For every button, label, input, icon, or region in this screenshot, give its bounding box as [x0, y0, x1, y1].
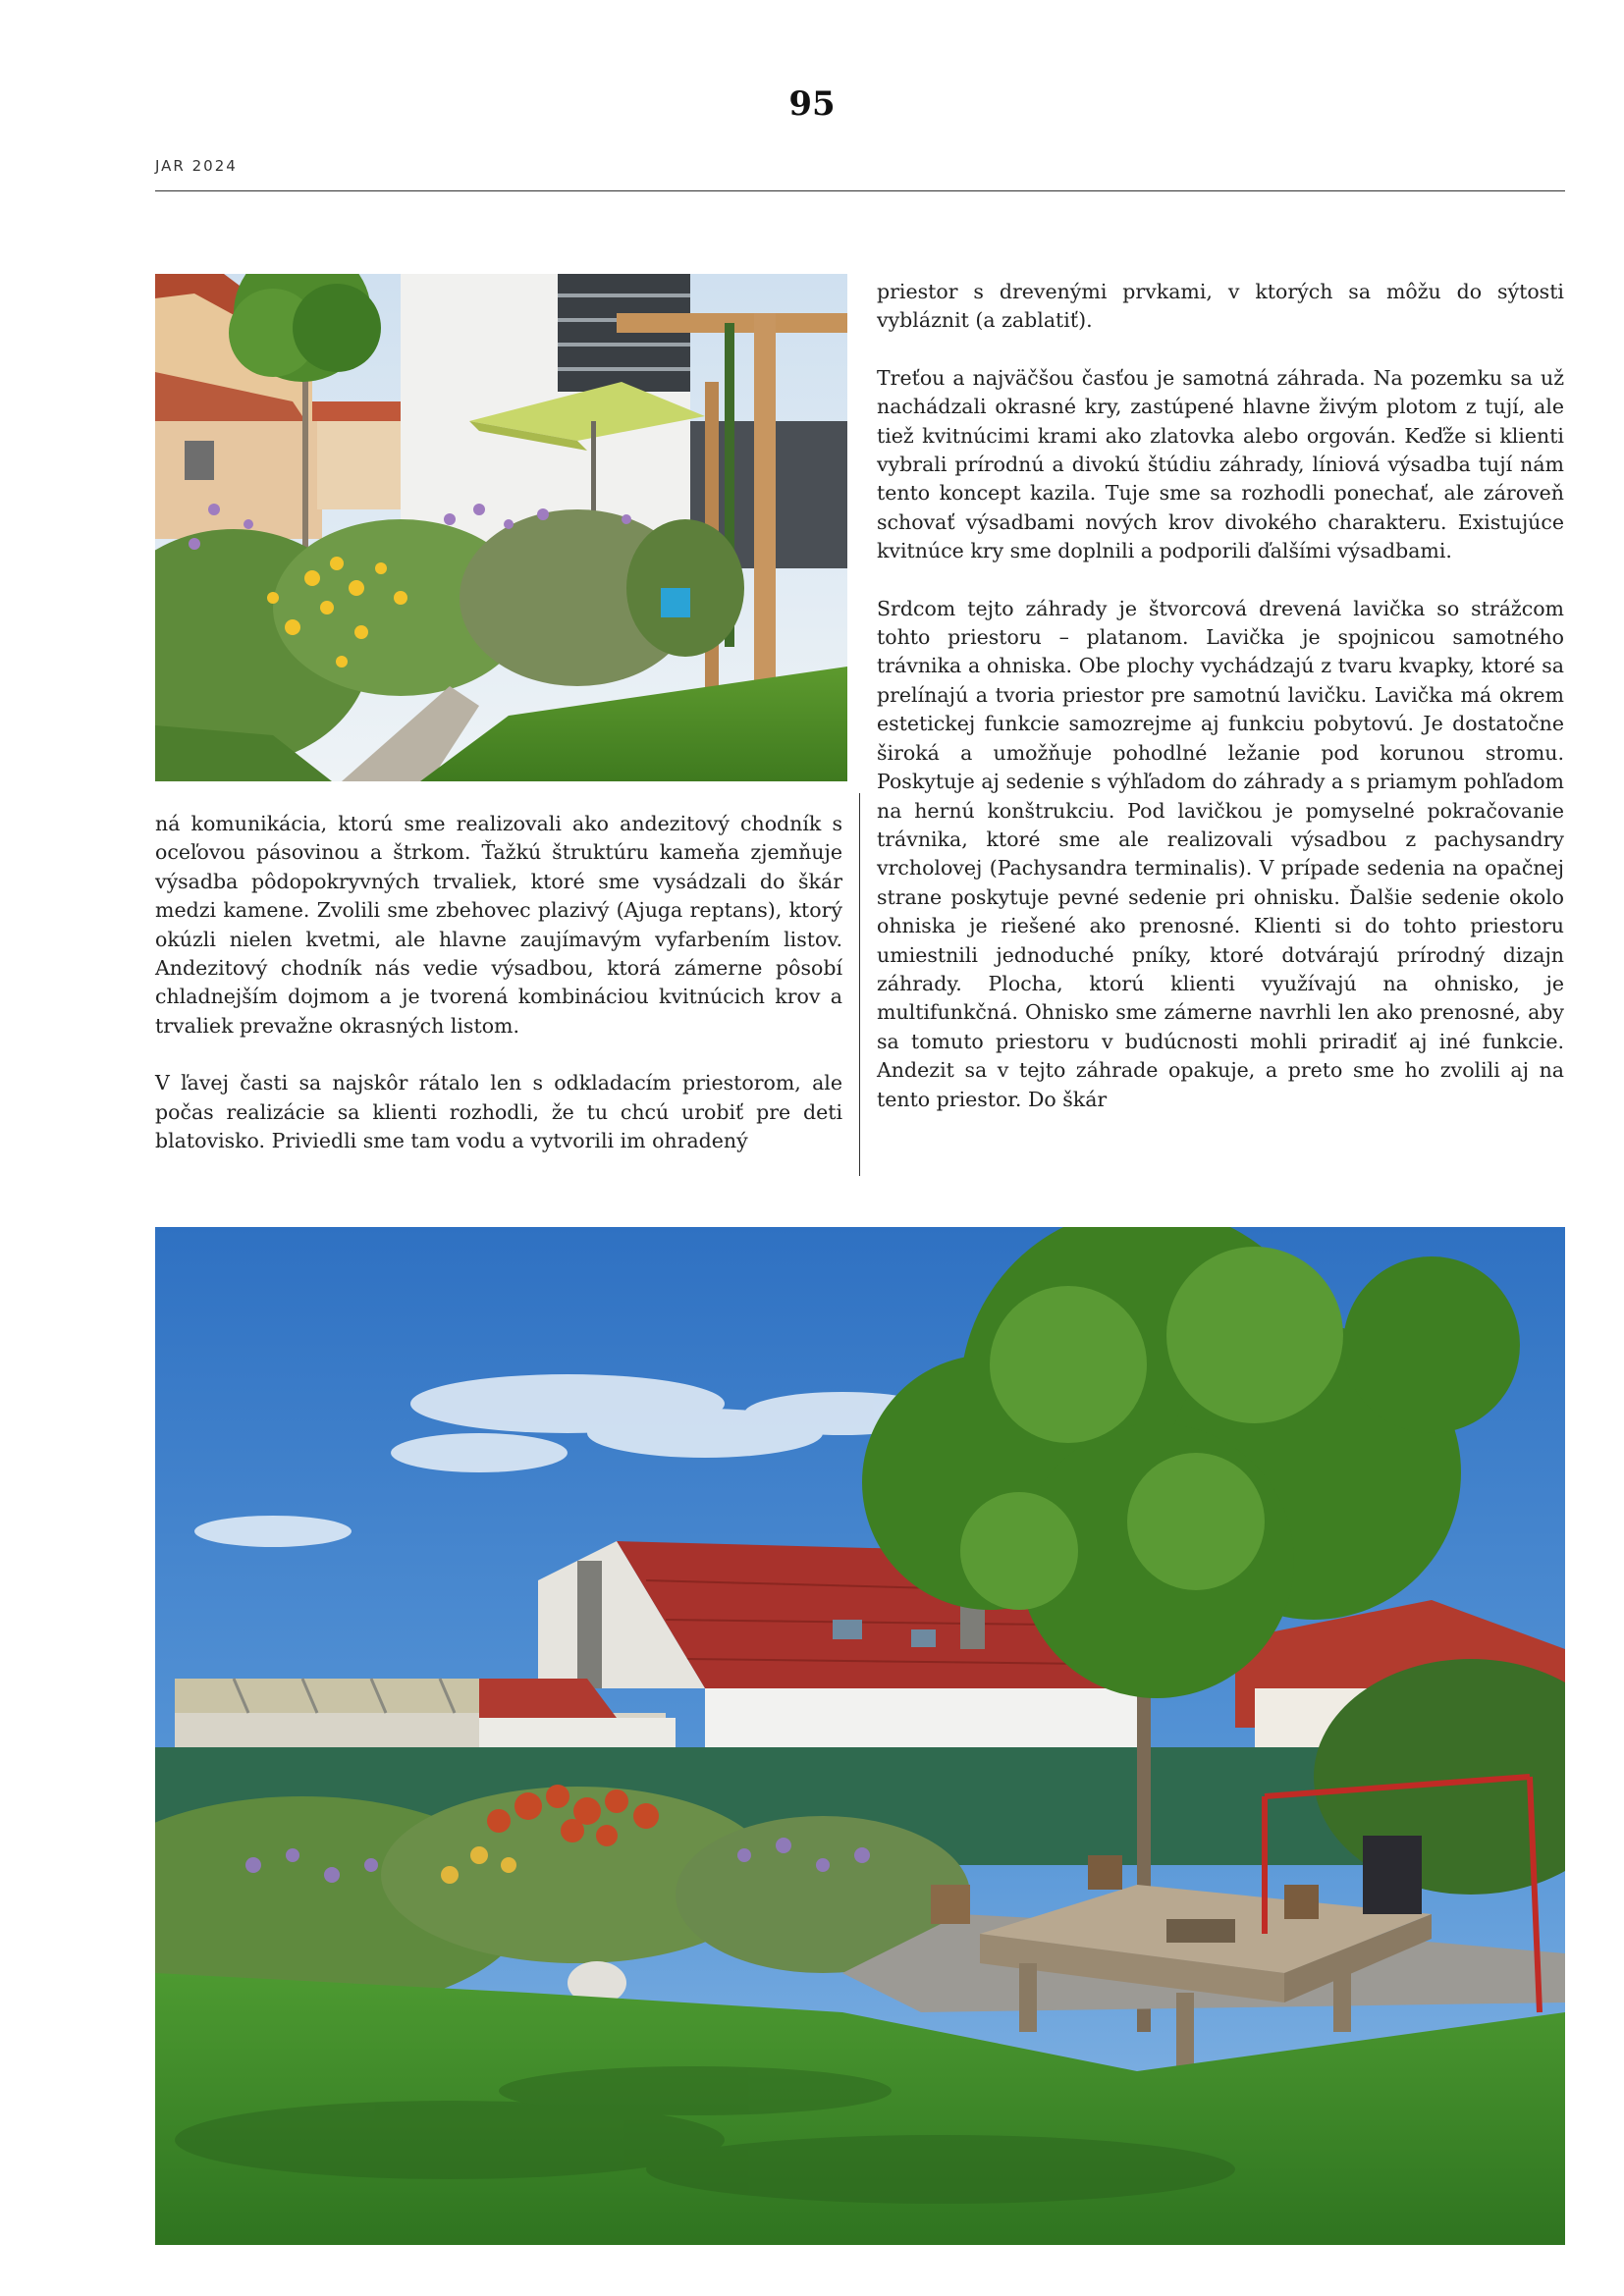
page-number: 95: [788, 84, 836, 124]
right-paragraph: priestor s drevenými prvkami, v ktorých sa môžu do sýtosti vybláznit (a zablatiť).: [877, 280, 1564, 333]
left-column-text: [155, 810, 842, 1155]
garden-bench-photo: [155, 1227, 1565, 2245]
right-column-text: [877, 278, 1564, 1114]
column-divider: [859, 793, 860, 1176]
left-paragraph: V ľavej časti sa najskôr rátalo len s odkladacím priestorom, ale počas realizácie sa klienti rozhodli, že tu chcú urobiť pre deti blatovisko. Priviedli sme tam vodu a vytvorili im ohradený: [155, 1071, 842, 1153]
right-paragraph: Treťou a najväčšou časťou je samotná záhrada. Na pozemku sa už nachádzali okrasné kry, zastúpené hlavne živým plotom z tují, ale tiež kvitnúcimi krami ako zlatovka alebo orgován. Keďže si klienti vybrali prírodnú a divokú štúdiu záhrady, líniová výsadba tují nám tento koncept kazila. Tuje sme sa rozhodli ponechať, ale zároveň schovať výsadbami nových krov divokého charakteru. Existujúce kvitnúce kry sme doplnili a podporili ďalšími výsadbami.: [877, 365, 1564, 563]
garden-terrace-photo: [155, 274, 847, 781]
right-paragraph: Srdcom tejto záhrady je štvorcová drevená lavička so strážcom tohto priestoru – platanom. Lavička je spojnicou samotného trávnika a ohniska. Obe plochy vychádzajú z tvaru kvapky, ktoré sa prelínajú a tvoria priestor pre samotnú lavičku. Lavička má okrem estetickej funkcie samozrejme aj funkciu pobytovú. Je dostatočne široká a umožňuje pohodlné ležanie pod korunou stromu. Poskytuje aj sedenie s výhľadom do záhrady a s priamym pohľadom na hernú konštrukciu. Pod lavičkou je pomyselné pokračovanie trávnika, ktoré sme ale realizovali výsadbou z pachysandry vrcholovej (Pachysandra terminalis). V prípade sedenia na opačnej strane poskytuje pevné sedenie pri ohnisku. Ďalšie sedenie okolo ohniska je riešené ako prenosné. Klienti si do tohto priestoru umiestnili jednoduché pníky, ktoré dotvárajú prírodný dizajn záhrady. Plocha, ktorú klienti využívajú na ohnisko, je multifunkčná. Ohnisko sme zámerne navrhli len ako prenosné, aby sa tomuto priestoru v budúcnosti mohli priradiť aj iné funkcie. Andezit sa v tejto záhrade opakuje, a preto sme ho zvolili aj na tento priestor. Do škár: [877, 596, 1564, 1111]
left-paragraph: ná komunikácia, ktorú sme realizovali ako andezitový chodník s oceľovou pásovinou a štrkom. Ťažkú štruktúru kameňa zjemňuje výsadba pôdopokryvných trvaliek, ktoré sme vysádzali do škár medzi kamene. Zvolili sme zbehovec plazivý (Ajuga reptans), ktorý okúzli nielen kvetmi, ale hlavne zaujímavým vyfarbením listov. Andezitový chodník nás vedie výsadbou, ktorá zámerne pôsobí chladnejším dojmom a je tvorená kombináciou kvitnúcich krov a trvaliek prevažne okrasných listom.: [155, 812, 842, 1038]
issue-label: JAR 2024: [155, 157, 238, 175]
header-divider: [155, 190, 1565, 191]
